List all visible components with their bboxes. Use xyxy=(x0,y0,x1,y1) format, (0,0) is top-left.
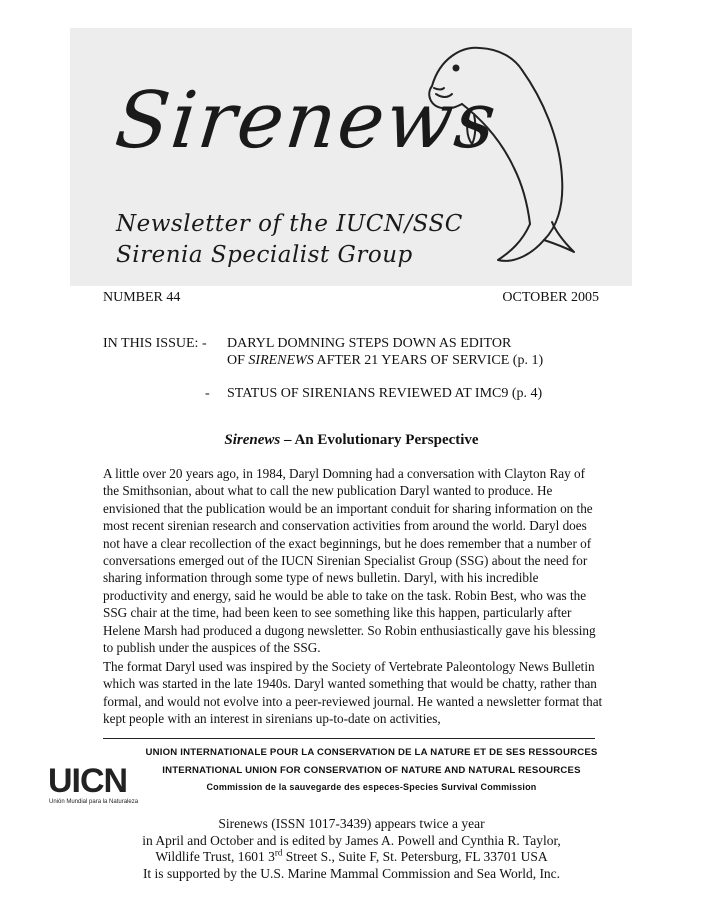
article-title xyxy=(0,432,703,449)
toc-item-1-line2-suffix: AFTER 21 YEARS OF SERVICE (p. 1) xyxy=(313,353,544,368)
newsletter-subtitle-line2: Sirenia Specialist Group xyxy=(116,242,413,268)
issue-number: NUMBER 44 xyxy=(103,290,181,305)
publication-info-address xyxy=(0,849,703,866)
newsletter-subtitle-line1: Newsletter of the IUCN/SSC xyxy=(116,211,463,237)
toc-item-1-line2-prefix: OF xyxy=(227,353,249,368)
toc-item-1-italic: SIRENEWS xyxy=(248,353,314,368)
article-paragraph-2: The format Daryl used was inspired by the Society of Vertebrate Paleontology News Bulletin which was started in the late 1940s. Daryl wanted something that would be chatty, rather than formal, and would not evolve into a peer-reviewed journal. He wanted a newsletter format that kept people with an interest in sirenians up-to-date on activities, xyxy=(103,659,603,727)
footer-divider xyxy=(103,738,595,739)
toc-label: IN THIS ISSUE: xyxy=(103,336,199,351)
toc-item-1-line1: DARYL DOMNING STEPS DOWN AS EDITOR xyxy=(227,336,512,351)
uicn-logo-tagline: Unión Mundial para la Naturaleza xyxy=(49,799,139,805)
toc-item-dash: - xyxy=(202,336,207,351)
org-name-french: UNION INTERNATIONALE POUR LA CONSERVATION DE LA NATURE ET DE SES RESSOURCES xyxy=(145,747,598,758)
masthead xyxy=(70,28,632,286)
org-name-english: INTERNATIONAL UNION FOR CONSERVATION OF NATURE AND NATURAL RESOURCES xyxy=(162,765,581,776)
uicn-logo: UICN xyxy=(48,762,128,800)
publication-info-line2: in April and October and is edited by James A. Powell and Cynthia R. Taylor, xyxy=(142,833,561,848)
article-title-rest: – An Evolutionary Perspective xyxy=(280,432,479,448)
article-title-italic: Sirenews xyxy=(224,432,281,448)
issue-date: OCTOBER 2005 xyxy=(502,290,599,305)
toc-item-1-line2 xyxy=(227,352,543,369)
address-part-a: Wildlife Trust, 1601 3 xyxy=(155,849,275,864)
commission-name: Commission de la sauvegarde des especes-Species Survival Commission xyxy=(206,782,537,792)
article-paragraph-1: A little over 20 years ago, in 1984, Daryl Domning had a conversation with Clayton Ray of the Smithsonian, about what to call the new publication Daryl wanted to produce. He envisioned that the publication would be an important conduit for sharing information on the most recent sirenian research and conservation activities from around the world. Daryl does not have a clear recollection of the exact beginnings, but he does remember that a number of conversations emerged out of the IUCN Sirenian Specialist Group (SSG) about the need for sharing information through some type of news bulletin. Daryl, with his incredible productivity and energy, said he would be able to take on the task. Robin Best, who was the SSG chair at the time, had been keen to see something like this happen, particularly after Helene Marsh had produced a dugong newsletter. So Robin enthusiastically gave his blessing to publish under the auspices of the SSG. xyxy=(103,466,596,656)
address-ordinal: rd xyxy=(274,847,283,858)
newsletter-title: Sirenews xyxy=(111,76,502,166)
publication-info-sponsors: It is supported by the U.S. Marine Mammal Commission and Sea World, Inc. xyxy=(142,866,561,881)
toc-item-2: STATUS OF SIRENIANS REVIEWED AT IMC9 (p. 4) xyxy=(227,386,543,401)
address-part-b: Street S., Suite F, St. Petersburg, FL 33701 USA xyxy=(282,849,548,864)
publication-info-line1: Sirenews (ISSN 1017-3439) appears twice a year xyxy=(218,816,485,831)
toc-item-dash: - xyxy=(205,386,210,401)
